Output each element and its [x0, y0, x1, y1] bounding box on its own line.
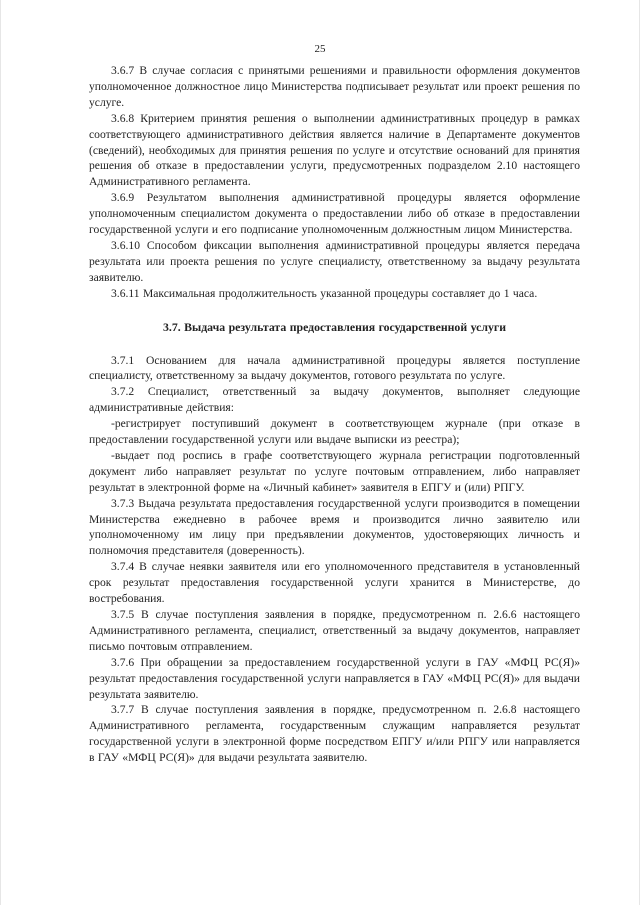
paragraph-3-7-3: 3.7.3 Выдача результата предоставления государственной услуги производится в помещении Министерства ежедневно в рабочее время и производится лично заявителю или уполномоченному им лицу при предъявлении документов, удостоверяющих личность и полномочия представителя (доверенность). [89, 496, 580, 558]
paragraph-3-7-7: 3.7.7 В случае поступления заявления в порядке, предусмотренном п. 2.6.8 настоящего Административного регламента, государственным служащим направляется результат государственной услуги в электронной форме посредством ЕПГУ и/или РПГУ или направляется в ГАУ «МФЦ РС(Я)» для выдачи результата заявителю. [89, 703, 580, 765]
paragraph-3-7-6: 3.7.6 При обращении за предоставлением государственной услуги в ГАУ «МФЦ РС(Я)» результат предоставления государственной услуги направляется в ГАУ «МФЦ РС(Я)» для выдачи результата заявителю. [89, 655, 580, 701]
paragraph-3-7-5: 3.7.5 В случае поступления заявления в порядке, предусмотренном п. 2.6.6 настоящего Административного регламента, специалист, ответственный за выдачу документов, направляет письмо почтовым отправлением. [89, 608, 580, 653]
scan-edge-left [0, 0, 1, 905]
document-body [89, 63, 580, 766]
paragraph-3-6-7: 3.6.7 В случае согласия с принятыми решениями и правильности оформления документов уполномоченное должностное лицо Министерства подписывает результат или проект решения по услуге. [89, 64, 580, 109]
paragraph-3-7-4: 3.7.4 В случае неявки заявителя или его уполномоченного представителя в установленный срок результат предоставления государственной услуги хранится в Министерстве, до востребования. [89, 560, 580, 606]
list-item-register: -регистрирует поступивший документ в соответствующем журнале (при отказе в предоставлении государственной услуги или выдаче выписки из реестра); [89, 417, 580, 447]
paragraph-3-6-10: 3.6.10 Способом фиксации выполнения административной процедуры является передача результата или проекта решения по услуге специалисту, ответственному за выдачу результата заявителю. [89, 238, 580, 284]
page-number: 25 [314, 43, 326, 55]
paragraph-3-7-2: 3.7.2 Специалист, ответственный за выдачу документов, выполняет следующие административные действия: [89, 385, 580, 415]
paragraph-3-7-1: 3.7.1 Основанием для начала административной процедуры является поступление специалисту, ответственному за выдачу документов, готового результата по услуге. [89, 353, 580, 383]
list-item-issue: -выдает под роспись в графе соответствующего журнала регистрации подготовленный документ либо направляет результат по услуге почтовым отправлением, либо направляет результат в электронной форме на «Личный кабинет» заявителя в ЕПГУ и (или) РПГУ. [89, 448, 580, 494]
paragraph-3-6-8: 3.6.8 Критерием принятия решения о выполнении административных процедур в рамках соответствующего административного действия является наличие в Департаменте документов (сведений), необходимых для принятия решения по услуге и отсутствие оснований для принятия решения об отказе в предоставлении услуги, предусмотренных подразделом 2.10 настоящего Административного регламента. [89, 111, 580, 189]
paragraph-3-6-11: 3.6.11 Максимальная продолжительность указанной процедуры составляет до 1 часа. [111, 286, 538, 300]
paragraph-3-6-9: 3.6.9 Результатом выполнения административной процедуры является оформление уполномоченным специалистом документа о предоставлении либо об отказе в предоставлении государственной услуги и его подписание уполномоченным должностным лицом Министерства. [89, 191, 580, 237]
section-heading: 3.7. Выдача результата предоставления государственной услуги [162, 319, 507, 334]
